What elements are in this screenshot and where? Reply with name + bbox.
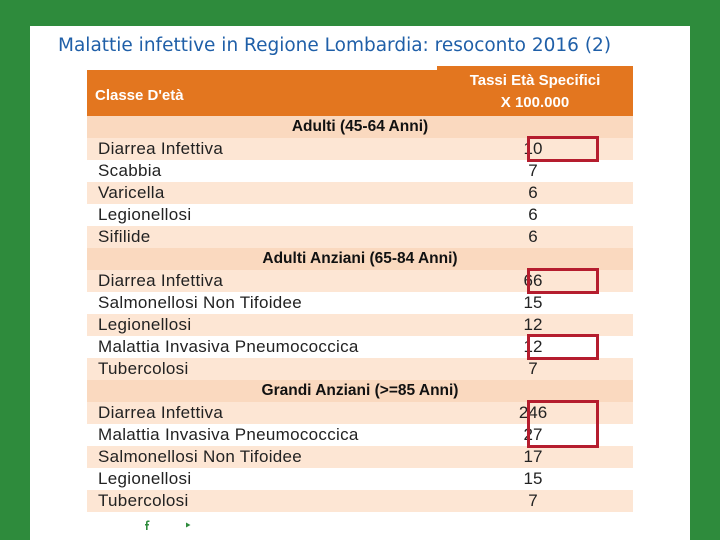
group-header: Grandi Anziani (>=85 Anni) <box>87 380 633 402</box>
rate-value: 15 <box>523 293 543 312</box>
disease-name: Tubercolosi <box>98 359 189 378</box>
table-row <box>87 292 633 314</box>
table-row <box>87 160 633 182</box>
disease-name: Sifilide <box>98 227 151 246</box>
disease-name: Diarrea Infettiva <box>98 403 224 422</box>
rate-value: 12 <box>523 315 543 334</box>
youtube-icon <box>180 520 196 532</box>
table-row <box>87 446 633 468</box>
rate-value: 15 <box>523 469 543 488</box>
rate-value: 10 <box>523 139 543 158</box>
disease-name: Malattia Invasiva Pneumococcica <box>98 425 359 444</box>
rate-value: 66 <box>523 271 543 290</box>
highlight-box <box>527 400 599 448</box>
rate-value: 6 <box>528 205 538 224</box>
table-row <box>87 226 633 248</box>
header-rate-line1: Tassi Età Specifici <box>469 72 601 89</box>
header-rate-line2: X 100.000 <box>500 94 570 111</box>
table-row <box>87 314 633 336</box>
slide <box>30 26 690 540</box>
rate-value: 6 <box>528 183 538 202</box>
table-row <box>87 358 633 380</box>
rate-value: 12 <box>523 337 543 356</box>
footer-url: www.regione.lombardia.it <box>33 522 134 532</box>
disease-name: Salmonellosi Non Tifoidee <box>98 447 303 466</box>
disease-name: Varicella <box>98 183 165 202</box>
disease-name: Legionellosi <box>98 205 192 224</box>
rate-value: 7 <box>528 359 538 378</box>
disease-name: Diarrea Infettiva <box>98 271 224 290</box>
highlight-box <box>527 334 599 360</box>
table-row <box>87 182 633 204</box>
group-header: Adulti (45-64 Anni) <box>87 116 633 138</box>
twitter-icon <box>161 520 172 532</box>
table-row <box>87 204 633 226</box>
rate-value: 27 <box>523 425 543 444</box>
rate-value: 246 <box>518 403 548 422</box>
disease-name: Scabbia <box>98 161 162 180</box>
disease-name: Malattia Invasiva Pneumococcica <box>98 337 359 356</box>
disease-name: Salmonellosi Non Tifoidee <box>98 293 303 312</box>
footer <box>33 520 196 532</box>
facebook-icon <box>142 520 152 532</box>
disease-name: Legionellosi <box>98 469 192 488</box>
header-age-class <box>87 70 443 116</box>
rate-value: 17 <box>523 447 543 466</box>
table-row <box>87 490 633 512</box>
header-rate <box>437 66 633 116</box>
rate-value: 7 <box>528 491 538 510</box>
rate-value: 7 <box>528 161 538 180</box>
rate-value: 6 <box>528 227 538 246</box>
table-row <box>87 468 633 490</box>
header-age-class-label: Classe D'età <box>95 87 184 104</box>
disease-name: Tubercolosi <box>98 491 189 510</box>
disease-name: Diarrea Infettiva <box>98 139 224 158</box>
disease-name: Legionellosi <box>98 315 192 334</box>
data-table <box>87 66 633 540</box>
highlight-box <box>527 268 599 294</box>
highlight-box <box>527 136 599 162</box>
group-header: Adulti Anziani (65-84 Anni) <box>87 248 633 270</box>
slide-title: Malattie infettive in Regione Lombardia: resoconto 2016 (2) <box>58 35 612 56</box>
